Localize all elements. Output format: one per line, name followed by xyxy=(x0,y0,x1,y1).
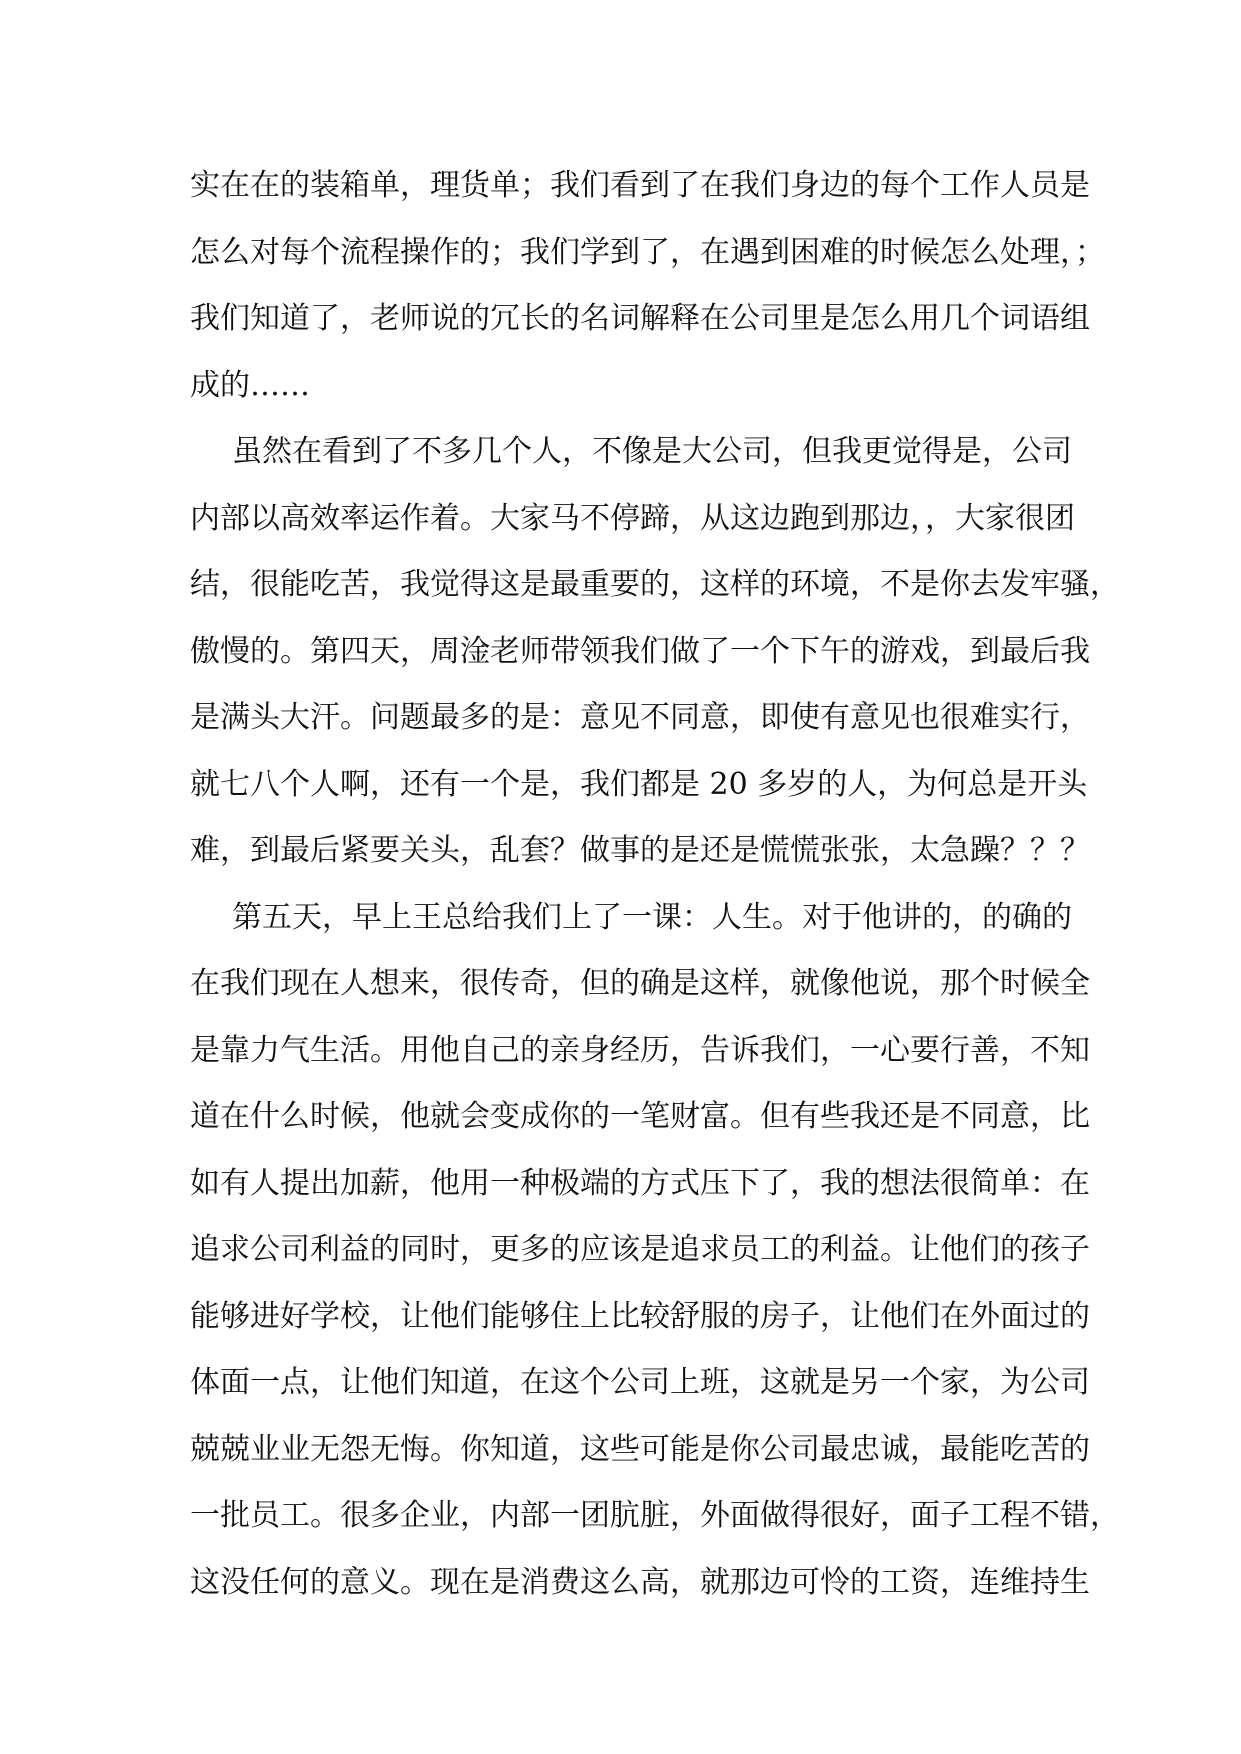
paragraph-2-line-1: 虽然在看到了不多几个人，不像是大公司，但我更觉得是，公司 xyxy=(232,434,1072,469)
body-text xyxy=(190,153,1120,1616)
paragraph-3-line-4: 道在什么时候，他就会变成你的一笔财富。但有些我还是不同意，比 xyxy=(190,1099,1090,1134)
paragraph-3-line-7: 能够进好学校，让他们能够住上比较舒服的房子，让他们在外面过的 xyxy=(190,1298,1090,1334)
paragraph-2-line-7: 难，到最后紧要关头，乱套？做事的是还是慌慌张张，太急躁？？？ xyxy=(190,833,1090,868)
paragraph-1-line-3: 我们知道了，老师说的冗长的名词解释在公司里是怎么用几个词语组 xyxy=(190,301,1090,336)
paragraph-3-line-9: 兢兢业业无怨无悔。你知道，这些可能是你公司最忠诚，最能吃苦的 xyxy=(190,1431,1090,1467)
paragraph-3-line-3: 是靠力气生活。用他自己的亲身经历，告诉我们，一心要行善，不知 xyxy=(190,1032,1090,1068)
paragraph-1-line-4: 成的…… xyxy=(190,367,310,403)
paragraph-3-line-10: 一批员工。很多企业，内部一团肮脏，外面做得很好，面子工程不错， xyxy=(190,1498,1120,1533)
paragraph-2-line-5: 是满头大汗。问题最多的是：意见不同意，即使有意见也很难实行， xyxy=(190,700,1090,735)
paragraph-3-line-2: 在我们现在人想来，很传奇，但的确是这样，就像他说，那个时候全 xyxy=(190,966,1090,1001)
paragraph-1-line-2: 怎么对每个流程操作的；我们学到了，在遇到困难的时候怎么处理，； xyxy=(190,234,1105,270)
paragraph-3-line-11: 这没任何的意义。现在是消费这么高，就那边可怜的工资，连维持生 xyxy=(190,1564,1090,1600)
paragraph-3-line-6: 追求公司利益的同时，更多的应该是追求员工的利益。让他们的孩子 xyxy=(190,1232,1090,1267)
paragraph-2-line-3: 结，很能吃苦，我觉得这是最重要的，这样的环境，不是你去发牢骚， xyxy=(190,567,1120,602)
paragraph-3-line-5: 如有人提出加薪，他用一种极端的方式压下了，我的想法很简单：在 xyxy=(190,1165,1090,1201)
paragraph-2-line-6: 就七八个人啊，还有一个是，我们都是 20 多岁的人，为何总是开头 xyxy=(190,766,1088,802)
paragraph-2-line-4: 傲慢的。第四天，周淦老师带领我们做了一个下午的游戏，到最后我 xyxy=(190,633,1090,669)
paragraph-3-line-1: 第五天，早上王总给我们上了一课：人生。对于他讲的，的确的 xyxy=(232,899,1072,935)
paragraph-3-line-8: 体面一点，让他们知道，在这个公司上班，这就是另一个家，为公司 xyxy=(190,1365,1090,1400)
paragraph-1-line-1: 实在在的装箱单，理货单；我们看到了在我们身边的每个工作人员是 xyxy=(190,168,1090,203)
paragraph-2-line-2: 内部以高效率运作着。大家马不停蹄，从这边跑到那边，，大家很团 xyxy=(190,500,1075,536)
